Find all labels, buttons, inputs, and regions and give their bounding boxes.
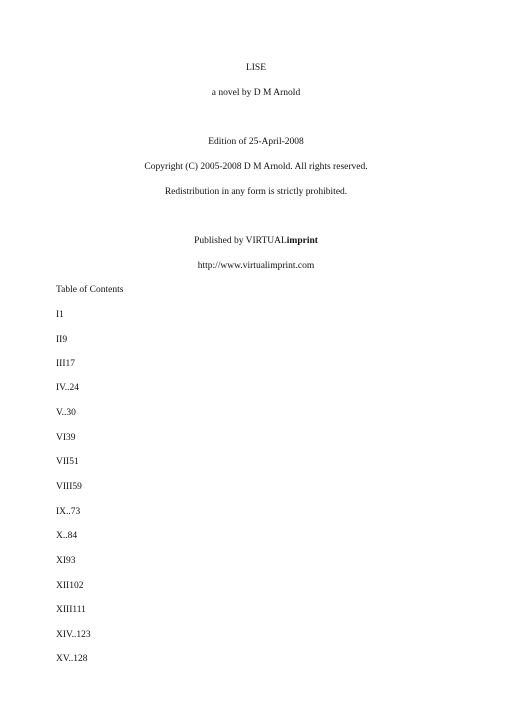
- toc-entry: I1: [56, 310, 64, 320]
- toc-entry: VI39: [56, 433, 76, 443]
- toc-entry: III17: [56, 359, 75, 369]
- toc-entry: XV..128: [56, 654, 88, 664]
- publisher-line: [0, 235, 512, 247]
- toc-entry: IX..73: [56, 507, 81, 517]
- toc-entry: II9: [56, 335, 68, 345]
- toc-entry: XI93: [56, 556, 76, 566]
- toc-entry: X..84: [56, 531, 78, 541]
- redistribution-line: Redistribution in any form is strictly prohibited.: [164, 187, 348, 197]
- edition-line: Edition of 25-April-2008: [208, 137, 304, 147]
- toc-heading: Table of Contents: [56, 285, 124, 295]
- toc-entry: V..30: [56, 408, 76, 418]
- publisher-url: http://www.virtualimprint.com: [197, 261, 315, 271]
- toc-entry: VII51: [56, 457, 79, 467]
- toc-entry: VIII59: [56, 482, 82, 492]
- publisher-imprint: imprint: [286, 236, 318, 246]
- toc-entry: XII102: [56, 581, 84, 591]
- toc-entry: XIV..123: [56, 630, 91, 640]
- byline: a novel by D M Arnold: [211, 88, 301, 98]
- copyright-line: Copyright (C) 2005-2008 D M Arnold. All rights reserved.: [144, 162, 368, 172]
- toc-entry: IV..24: [56, 383, 80, 393]
- book-title: LISE: [245, 63, 267, 73]
- publisher-prefix: Published by VIRTUAL: [194, 236, 287, 246]
- toc-entry: XIII111: [56, 605, 86, 615]
